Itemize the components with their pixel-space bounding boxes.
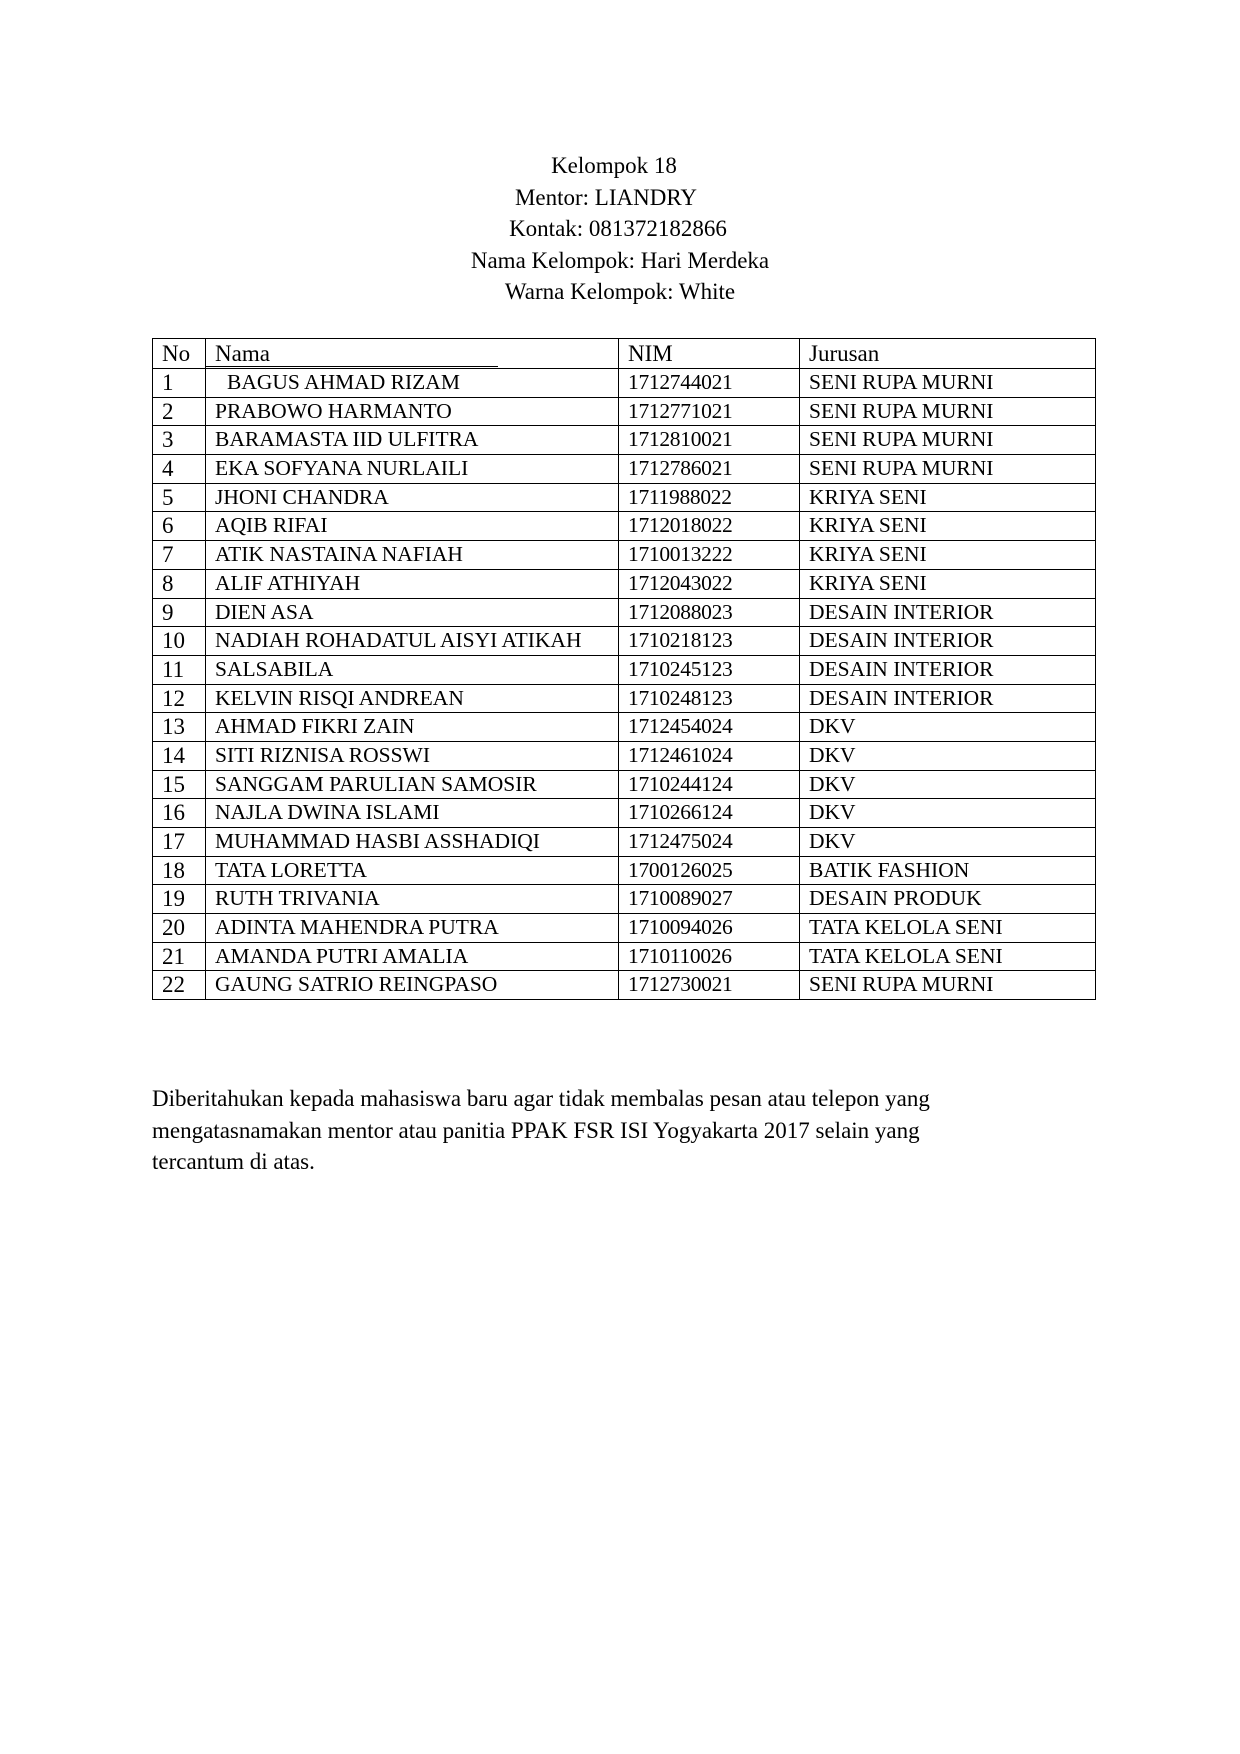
table-row [153,971,1096,1000]
cell-nama: EKA SOFYANA NURLAILI [206,455,619,484]
table-row [153,914,1096,943]
cell-nama: JHONI CHANDRA [206,483,619,512]
cell-no: 17 [153,828,206,857]
cell-jurusan: KRIYA SENI [800,512,1096,541]
cell-nim: 1710218123 [619,627,800,656]
cell-nim: 1712810021 [619,426,800,455]
cell-nama: GAUNG SATRIO REINGPASO [206,971,619,1000]
group-number: Kelompok 18 [551,153,677,178]
cell-nim: 1712454024 [619,713,800,742]
cell-jurusan: DESAIN INTERIOR [800,598,1096,627]
table-row [153,770,1096,799]
cell-jurusan: DKV [800,770,1096,799]
cell-nim: 1712088023 [619,598,800,627]
cell-nim: 1710089027 [619,885,800,914]
notice-line: mengatasnamakan mentor atau panitia PPAK FSR ISI Yogyakarta 2017 selain yang [152,1117,920,1143]
cell-no: 12 [153,684,206,713]
cell-nama: SITI RIZNISA ROSSWI [206,741,619,770]
cell-nama-text: BAGUS AHMAD RIZAM [215,369,460,396]
notice-line: tercantum di atas. [152,1149,315,1174]
cell-jurusan: DESAIN INTERIOR [800,684,1096,713]
table-row [153,713,1096,742]
table-row [153,655,1096,684]
cell-nim: 1710245123 [619,655,800,684]
notice-paragraph [152,1083,1052,1178]
cell-no: 19 [153,885,206,914]
cell-no: 21 [153,942,206,971]
cell-nim: 1711988022 [619,483,800,512]
cell-nim: 1712730021 [619,971,800,1000]
cell-no: 20 [153,914,206,943]
cell-jurusan: SENI RUPA MURNI [800,971,1096,1000]
cell-jurusan: KRIYA SENI [800,541,1096,570]
cell-nama: RUTH TRIVANIA [206,885,619,914]
cell-jurusan: BATIK FASHION [800,856,1096,885]
cell-nama: NADIAH ROHADATUL AISYI ATIKAH [206,627,619,656]
table-row [153,741,1096,770]
group-header [0,150,1240,308]
table-row [153,569,1096,598]
cell-no: 14 [153,741,206,770]
column-header-nama: Nama [206,339,619,369]
table-row [153,828,1096,857]
cell-jurusan: SENI RUPA MURNI [800,397,1096,426]
cell-no: 10 [153,627,206,656]
cell-jurusan: DKV [800,799,1096,828]
table-row [153,799,1096,828]
notice-line: Diberitahukan kepada mahasiswa baru agar tidak membalas pesan atau telepon yang [152,1086,930,1111]
cell-nim: 1712744021 [619,369,800,398]
cell-jurusan: DKV [800,713,1096,742]
table-header-row [153,339,1096,369]
cell-jurusan: SENI RUPA MURNI [800,369,1096,398]
cell-nama: ATIK NASTAINA NAFIAH [206,541,619,570]
column-header-no: No [153,339,206,369]
cell-nama: ALIF ATHIYAH [206,569,619,598]
table-row [153,856,1096,885]
cell-jurusan: DESAIN PRODUK [800,885,1096,914]
cell-no: 22 [153,971,206,1000]
cell-nama: AQIB RIFAI [206,512,619,541]
cell-no: 1 [153,369,206,398]
table-row [153,455,1096,484]
cell-nama [206,369,619,398]
mentor-name: Mentor: LIANDRY [514,184,698,210]
cell-nim: 1712786021 [619,455,800,484]
cell-no: 8 [153,569,206,598]
cell-no: 16 [153,799,206,828]
cell-nama: MUHAMMAD HASBI ASSHADIQI [206,828,619,857]
column-header-jurusan: Jurusan [800,339,1096,369]
cell-nim: 1712043022 [619,569,800,598]
mentor-contact: Kontak: 081372182866 [509,216,727,241]
table-row [153,426,1096,455]
table-row [153,512,1096,541]
cell-nim: 1710013222 [619,541,800,570]
cell-jurusan: SENI RUPA MURNI [800,426,1096,455]
table-row [153,885,1096,914]
table-row [153,684,1096,713]
cell-no: 3 [153,426,206,455]
cell-no: 13 [153,713,206,742]
cell-nim: 1712461024 [619,741,800,770]
group-name: Nama Kelompok: Hari Merdeka [470,247,770,273]
cell-nim: 1712475024 [619,828,800,857]
cell-nama: SALSABILA [206,655,619,684]
cell-no: 6 [153,512,206,541]
cell-jurusan: SENI RUPA MURNI [800,455,1096,484]
table-row [153,942,1096,971]
cell-jurusan: TATA KELOLA SENI [800,914,1096,943]
cell-nama: BARAMASTA IID ULFITRA [206,426,619,455]
cell-nim: 1710248123 [619,684,800,713]
cell-nama: PRABOWO HARMANTO [206,397,619,426]
member-rows [153,369,1096,1000]
table-row [153,483,1096,512]
cell-jurusan: DKV [800,828,1096,857]
cell-jurusan: TATA KELOLA SENI [800,942,1096,971]
cell-nama: DIEN ASA [206,598,619,627]
table-row [153,369,1096,398]
cell-nama: AHMAD FIKRI ZAIN [206,713,619,742]
column-header-nim: NIM [619,339,800,369]
cell-nama: NAJLA DWINA ISLAMI [206,799,619,828]
cell-nim: 1710266124 [619,799,800,828]
table-row [153,397,1096,426]
table-row [153,627,1096,656]
cell-no: 15 [153,770,206,799]
cell-nim: 1700126025 [619,856,800,885]
cell-nim: 1712018022 [619,512,800,541]
table-row [153,598,1096,627]
cell-nama: SANGGAM PARULIAN SAMOSIR [206,770,619,799]
cell-nama: ADINTA MAHENDRA PUTRA [206,914,619,943]
cell-nim: 1710244124 [619,770,800,799]
cell-no: 9 [153,598,206,627]
cell-no: 4 [153,455,206,484]
cell-jurusan: DESAIN INTERIOR [800,655,1096,684]
cell-no: 18 [153,856,206,885]
group-color: Warna Kelompok: White [504,279,736,304]
cell-nim: 1712771021 [619,397,800,426]
cell-nim: 1710094026 [619,914,800,943]
cell-no: 11 [153,655,206,684]
member-table [152,338,1096,1000]
cell-jurusan: KRIYA SENI [800,569,1096,598]
cell-no: 7 [153,541,206,570]
cell-jurusan: DKV [800,741,1096,770]
cell-no: 2 [153,397,206,426]
table-row [153,541,1096,570]
cell-jurusan: DESAIN INTERIOR [800,627,1096,656]
cell-nama: KELVIN RISQI ANDREAN [206,684,619,713]
cell-no: 5 [153,483,206,512]
cell-nama: TATA LORETTA [206,856,619,885]
cell-jurusan: KRIYA SENI [800,483,1096,512]
cell-nama: AMANDA PUTRI AMALIA [206,942,619,971]
cell-nim: 1710110026 [619,942,800,971]
